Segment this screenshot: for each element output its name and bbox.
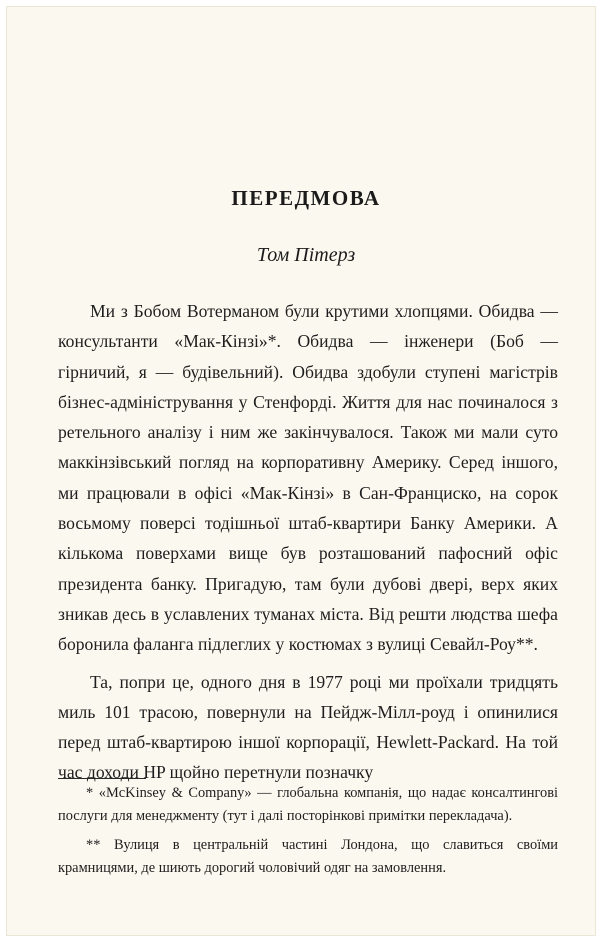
footnote-separator [58,778,146,779]
footnotes [58,782,558,879]
chapter-title: ПЕРЕДМОВА [231,186,381,210]
chapter-author: Том Пітерз [256,244,356,266]
body-paragraph: Та, попри це, одного дня в 1977 році ми проїхали тридцять миль 101 трасою, повернули на Пейдж-Мілл-роуд і опинилися перед штаб-квартирою іншої корпорації, Hewlett-Packard. На той час доходи HP щойно перетнули позначку [58,671,558,783]
body-paragraph: Ми з Бобом Вотерманом були крутими хлопцями. Обидва — консультанти «Мак-Кінзі»*. Обидва — інженери (Боб — гірничий, я — будівельний). Обидва здобули ступені магістрів бізнес-адміністрування у Стенфорді. Життя для нас починалося з ретельного аналізу і ним же закінчувалося. Також ми мали суто маккінзівський погляд на корпоративну Америку. Серед іншого, ми працювали в офісі «Мак-Кінзі» в Сан-Франциско, на сорок восьмому поверсі тодішньої штаб-квартири Банку Америки. А кількома поверхами вище був розташований пафосний офіс президента банку. Пригадую, там були дубові двері, верх яких зникав десь в уславлених туманах міста. Від решти людства шефа боронила фаланга підлеглих у костюмах з вулиці Севайл-Роу**. [58,301,558,655]
footnote: ** Вулиця в центральній частині Лондона, що славиться своїми крамницями, де шиють дорогий чоловічий одяг на замовлення. [58,837,558,876]
main-text [58,296,558,788]
footnote: * «McKinsey & Company» — глобальна компанія, що надає консалтингові послуги для менеджменту (тут і далі посторінкові примітки перекладача). [58,785,558,824]
book-page [6,6,596,936]
